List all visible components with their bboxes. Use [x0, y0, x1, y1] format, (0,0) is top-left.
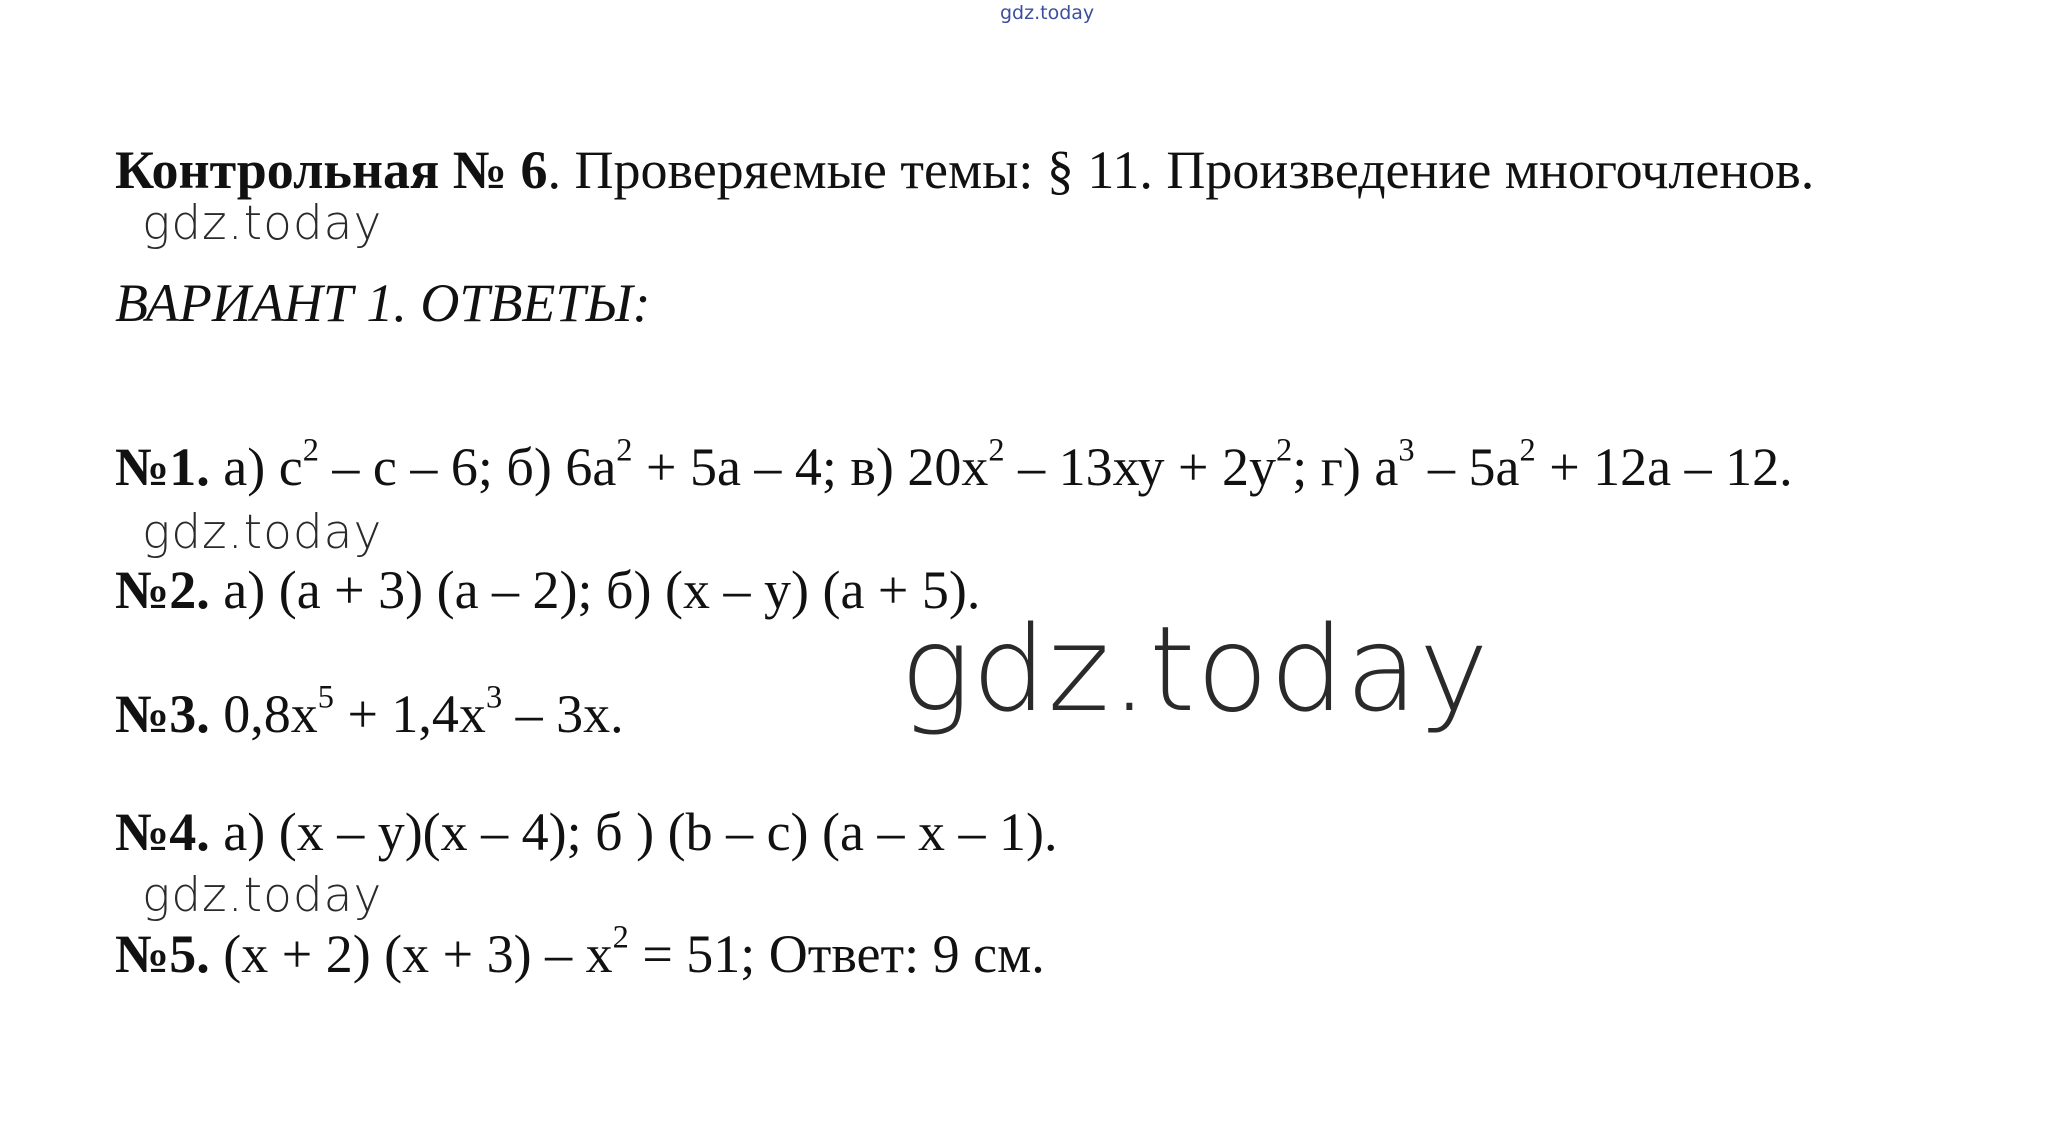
answer-4	[115, 802, 1058, 862]
answer-2	[115, 560, 981, 620]
answer-1-exp-3: 2	[988, 432, 1005, 469]
answer-1-exp-5: 3	[1398, 432, 1415, 469]
watermark-center: gdz.today	[900, 600, 1490, 738]
answer-1-a1: а) с	[223, 437, 303, 497]
answer-5-a1: (х + 2) (х + 3) – х	[223, 924, 613, 984]
answer-5	[115, 919, 1045, 984]
answer-3-exp-2: 3	[485, 679, 503, 716]
answer-4-text: а) (х – у)(х – 4); б ) (b – с) (а – х – 1).	[223, 802, 1058, 862]
answer-1-exp-4: 2	[1276, 432, 1293, 469]
answer-3	[115, 679, 624, 744]
title-bold: Контрольная № 6	[115, 140, 548, 200]
answer-1-a3: + 5а – 4; в) 20х	[632, 437, 989, 497]
answer-3-exp-1: 5	[317, 679, 334, 716]
answer-1-a5: ; г) а	[1292, 437, 1399, 497]
answer-1-a4: – 13ху + 2у	[1004, 437, 1277, 497]
watermark-top: gdz.today	[1000, 2, 1095, 24]
watermark-2: gdz.today	[142, 505, 383, 560]
answer-1-a7: + 12а – 12.	[1535, 437, 1793, 497]
answer-5-exp-1: 2	[612, 919, 629, 956]
answer-1-a2: – с – 6; б) 6а	[318, 437, 617, 497]
page-title	[115, 140, 1815, 200]
answer-1-exp-6: 2	[1519, 432, 1536, 469]
answer-5-number: №5.	[115, 924, 210, 984]
answer-1	[115, 432, 1793, 497]
watermark-1: gdz.today	[142, 196, 383, 251]
answer-2-text: а) (а + 3) (а – 2); б) (х – у) (а + 5).	[223, 560, 981, 620]
answer-4-number: №4.	[115, 802, 210, 862]
answer-3-a3: – 3х.	[502, 684, 624, 744]
answer-3-number: №3.	[115, 684, 210, 744]
variant-heading: ВАРИАНТ 1. ОТВЕТЫ:	[115, 273, 651, 333]
answer-3-a2: + 1,4х	[333, 684, 486, 744]
answer-1-a6: – 5а	[1414, 437, 1520, 497]
answer-1-exp-2: 2	[616, 432, 633, 469]
answer-1-exp-1: 2	[302, 432, 319, 469]
watermark-3: gdz.today	[142, 868, 383, 923]
answer-2-number: №2.	[115, 560, 210, 620]
answer-5-a2: = 51; Ответ: 9 см.	[628, 924, 1045, 984]
answer-3-a1: 0,8х	[223, 684, 318, 744]
answer-1-number: №1.	[115, 437, 210, 497]
title-rest: . Проверяемые темы: § 11. Произведение многочленов.	[547, 140, 1815, 200]
